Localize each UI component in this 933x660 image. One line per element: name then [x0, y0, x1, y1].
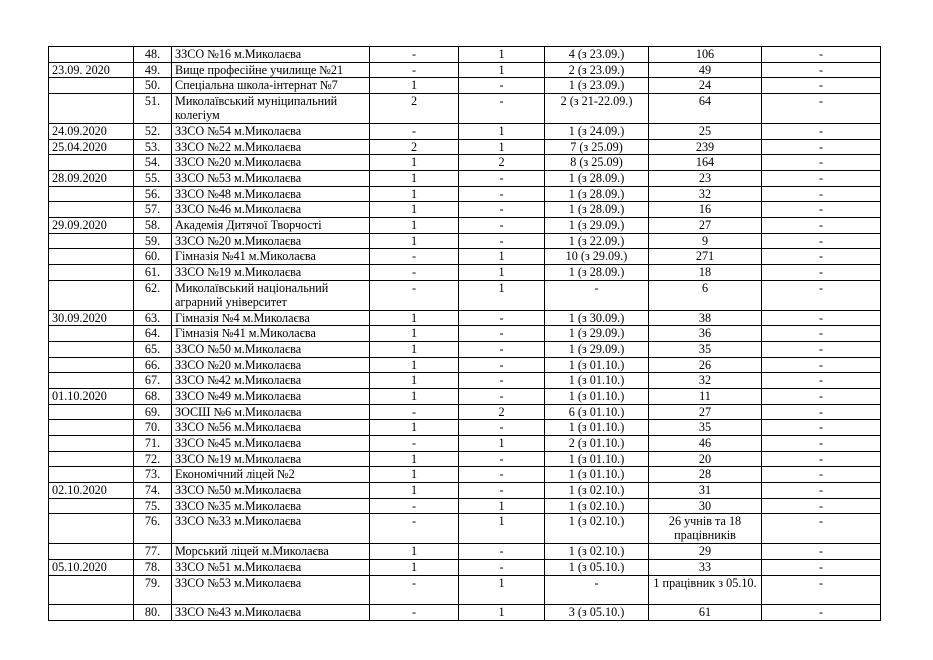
- table-row: [49, 559, 881, 575]
- value-cell: -: [459, 217, 545, 233]
- value-cell: -: [762, 47, 881, 63]
- value-cell: 1: [370, 233, 459, 249]
- table-row: [49, 280, 881, 310]
- value-cell: -: [762, 62, 881, 78]
- table-row: [49, 217, 881, 233]
- row-number-cell: 80.: [134, 605, 172, 621]
- value-cell: 1: [370, 202, 459, 218]
- institution-name-cell: ЗЗСО №45 м.Миколаєва: [172, 436, 370, 452]
- value-cell: -: [370, 123, 459, 139]
- table-row: [49, 233, 881, 249]
- table-row: [49, 265, 881, 281]
- value-cell: -: [762, 420, 881, 436]
- value-cell: 1: [370, 559, 459, 575]
- table-row: [49, 139, 881, 155]
- institution-name-cell: ЗЗСО №53 м.Миколаєва: [172, 575, 370, 605]
- value-cell: 1: [370, 357, 459, 373]
- count-date-cell: 2 (з 01.10.): [545, 436, 649, 452]
- table-row: [49, 78, 881, 94]
- value-cell: -: [370, 62, 459, 78]
- value-cell: -: [762, 78, 881, 94]
- value-cell: 2: [370, 94, 459, 124]
- institution-name-cell: ЗЗСО №54 м.Миколаєва: [172, 123, 370, 139]
- date-cell: [49, 436, 134, 452]
- institution-name-cell: Академія Дитячої Творчості: [172, 217, 370, 233]
- value-cell: -: [459, 310, 545, 326]
- value-cell: 1: [370, 186, 459, 202]
- date-cell: 25.04.2020: [49, 139, 134, 155]
- count-date-cell: 7 (з 25.09): [545, 139, 649, 155]
- value-cell: 1: [370, 388, 459, 404]
- count-date-cell: 4 (з 23.09.): [545, 47, 649, 63]
- institution-name-cell: Гімназія №41 м.Миколаєва: [172, 249, 370, 265]
- value-cell: -: [459, 388, 545, 404]
- total-cell: 26 учнів та 18 працівників: [649, 514, 762, 544]
- row-number-cell: 59.: [134, 233, 172, 249]
- row-number-cell: 52.: [134, 123, 172, 139]
- value-cell: -: [762, 436, 881, 452]
- row-number-cell: 50.: [134, 78, 172, 94]
- value-cell: 1: [370, 373, 459, 389]
- value-cell: -: [459, 420, 545, 436]
- value-cell: -: [370, 514, 459, 544]
- value-cell: -: [762, 341, 881, 357]
- total-cell: 20: [649, 451, 762, 467]
- institution-name-cell: ЗЗСО №46 м.Миколаєва: [172, 202, 370, 218]
- table-row: [49, 388, 881, 404]
- institution-name-cell: ЗЗСО №43 м.Миколаєва: [172, 605, 370, 621]
- row-number-cell: 72.: [134, 451, 172, 467]
- institution-name-cell: ЗЗСО №20 м.Миколаєва: [172, 357, 370, 373]
- row-number-cell: 74.: [134, 483, 172, 499]
- table-body: [49, 47, 881, 621]
- value-cell: -: [370, 265, 459, 281]
- value-cell: -: [762, 280, 881, 310]
- date-cell: 24.09.2020: [49, 123, 134, 139]
- value-cell: 1: [370, 78, 459, 94]
- total-cell: 6: [649, 280, 762, 310]
- date-cell: 23.09. 2020: [49, 62, 134, 78]
- institution-name-cell: ЗЗСО №20 м.Миколаєва: [172, 233, 370, 249]
- table-row: [49, 94, 881, 124]
- count-date-cell: 1 (з 30.09.): [545, 310, 649, 326]
- value-cell: 1: [370, 483, 459, 499]
- table-row: [49, 467, 881, 483]
- value-cell: -: [762, 373, 881, 389]
- date-cell: [49, 249, 134, 265]
- value-cell: -: [459, 451, 545, 467]
- total-cell: 23: [649, 170, 762, 186]
- value-cell: 1: [459, 62, 545, 78]
- value-cell: 1: [370, 544, 459, 560]
- count-date-cell: 1 (з 01.10.): [545, 467, 649, 483]
- total-cell: 27: [649, 404, 762, 420]
- total-cell: 11: [649, 388, 762, 404]
- date-cell: [49, 186, 134, 202]
- institution-name-cell: ЗЗСО №53 м.Миколаєва: [172, 170, 370, 186]
- value-cell: 1: [459, 575, 545, 605]
- value-cell: 1: [370, 310, 459, 326]
- date-cell: [49, 605, 134, 621]
- row-number-cell: 66.: [134, 357, 172, 373]
- total-cell: 38: [649, 310, 762, 326]
- value-cell: -: [370, 436, 459, 452]
- institution-name-cell: ЗЗСО №50 м.Миколаєва: [172, 341, 370, 357]
- table-row: [49, 123, 881, 139]
- institution-name-cell: Гімназія №4 м.Миколаєва: [172, 310, 370, 326]
- institution-name-cell: ЗЗСО №33 м.Миколаєва: [172, 514, 370, 544]
- total-cell: 31: [649, 483, 762, 499]
- row-number-cell: 49.: [134, 62, 172, 78]
- value-cell: -: [762, 265, 881, 281]
- total-cell: 106: [649, 47, 762, 63]
- value-cell: -: [459, 233, 545, 249]
- row-number-cell: 79.: [134, 575, 172, 605]
- date-cell: 28.09.2020: [49, 170, 134, 186]
- count-date-cell: 1 (з 24.09.): [545, 123, 649, 139]
- value-cell: -: [762, 249, 881, 265]
- value-cell: -: [370, 575, 459, 605]
- institution-name-cell: Миколаївський національний аграрний університет: [172, 280, 370, 310]
- date-cell: [49, 373, 134, 389]
- total-cell: 49: [649, 62, 762, 78]
- value-cell: -: [762, 575, 881, 605]
- value-cell: -: [762, 139, 881, 155]
- row-number-cell: 75.: [134, 498, 172, 514]
- value-cell: -: [762, 388, 881, 404]
- total-cell: 16: [649, 202, 762, 218]
- total-cell: 30: [649, 498, 762, 514]
- table-row: [49, 341, 881, 357]
- table-row: [49, 575, 881, 605]
- value-cell: -: [762, 155, 881, 171]
- table-row: [49, 326, 881, 342]
- institution-name-cell: Гімназія №41 м.Миколаєва: [172, 326, 370, 342]
- table-row: [49, 404, 881, 420]
- row-number-cell: 60.: [134, 249, 172, 265]
- date-cell: 30.09.2020: [49, 310, 134, 326]
- date-cell: [49, 202, 134, 218]
- institution-name-cell: ЗОСШ №6 м.Миколаєва: [172, 404, 370, 420]
- row-number-cell: 48.: [134, 47, 172, 63]
- row-number-cell: 57.: [134, 202, 172, 218]
- count-date-cell: 6 (з 01.10.): [545, 404, 649, 420]
- date-cell: [49, 514, 134, 544]
- count-date-cell: 1 (з 02.10.): [545, 483, 649, 499]
- value-cell: -: [459, 559, 545, 575]
- institution-name-cell: ЗЗСО №49 м.Миколаєва: [172, 388, 370, 404]
- value-cell: -: [762, 357, 881, 373]
- value-cell: -: [370, 404, 459, 420]
- institution-name-cell: ЗЗСО №48 м.Миколаєва: [172, 186, 370, 202]
- table-row: [49, 310, 881, 326]
- total-cell: 61: [649, 605, 762, 621]
- table-row: [49, 155, 881, 171]
- value-cell: -: [762, 202, 881, 218]
- quarantine-table: [48, 46, 881, 621]
- row-number-cell: 73.: [134, 467, 172, 483]
- date-cell: [49, 233, 134, 249]
- value-cell: -: [762, 451, 881, 467]
- value-cell: -: [459, 326, 545, 342]
- row-number-cell: 53.: [134, 139, 172, 155]
- value-cell: 2: [459, 155, 545, 171]
- institution-name-cell: ЗЗСО №22 м.Миколаєва: [172, 139, 370, 155]
- value-cell: 2: [370, 139, 459, 155]
- date-cell: 29.09.2020: [49, 217, 134, 233]
- value-cell: -: [762, 483, 881, 499]
- date-cell: [49, 341, 134, 357]
- value-cell: -: [459, 373, 545, 389]
- total-cell: 239: [649, 139, 762, 155]
- value-cell: 1: [459, 436, 545, 452]
- table-row: [49, 498, 881, 514]
- table-row: [49, 373, 881, 389]
- value-cell: 1: [459, 123, 545, 139]
- total-cell: 46: [649, 436, 762, 452]
- value-cell: -: [459, 467, 545, 483]
- total-cell: 24: [649, 78, 762, 94]
- table-row: [49, 62, 881, 78]
- total-cell: 26: [649, 357, 762, 373]
- total-cell: 164: [649, 155, 762, 171]
- row-number-cell: 76.: [134, 514, 172, 544]
- value-cell: -: [762, 605, 881, 621]
- row-number-cell: 68.: [134, 388, 172, 404]
- table-row: [49, 202, 881, 218]
- total-cell: 36: [649, 326, 762, 342]
- row-number-cell: 64.: [134, 326, 172, 342]
- count-date-cell: 1 (з 05.10.): [545, 559, 649, 575]
- date-cell: [49, 544, 134, 560]
- total-cell: 18: [649, 265, 762, 281]
- date-cell: 02.10.2020: [49, 483, 134, 499]
- value-cell: 1: [370, 467, 459, 483]
- value-cell: -: [459, 544, 545, 560]
- institution-name-cell: Спеціальна школа-інтернат №7: [172, 78, 370, 94]
- table-row: [49, 249, 881, 265]
- row-number-cell: 78.: [134, 559, 172, 575]
- institution-name-cell: ЗЗСО №19 м.Миколаєва: [172, 265, 370, 281]
- institution-name-cell: ЗЗСО №51 м.Миколаєва: [172, 559, 370, 575]
- count-date-cell: 1 (з 29.09.): [545, 217, 649, 233]
- total-cell: 64: [649, 94, 762, 124]
- row-number-cell: 58.: [134, 217, 172, 233]
- date-cell: 01.10.2020: [49, 388, 134, 404]
- row-number-cell: 55.: [134, 170, 172, 186]
- institution-name-cell: ЗЗСО №16 м.Миколаєва: [172, 47, 370, 63]
- value-cell: -: [459, 94, 545, 124]
- institution-name-cell: ЗЗСО №20 м.Миколаєва: [172, 155, 370, 171]
- total-cell: 29: [649, 544, 762, 560]
- count-date-cell: 1 (з 23.09.): [545, 78, 649, 94]
- date-cell: [49, 78, 134, 94]
- value-cell: 1: [370, 451, 459, 467]
- institution-name-cell: ЗЗСО №19 м.Миколаєва: [172, 451, 370, 467]
- table-row: [49, 47, 881, 63]
- count-date-cell: 8 (з 25.09): [545, 155, 649, 171]
- table-row: [49, 483, 881, 499]
- row-number-cell: 63.: [134, 310, 172, 326]
- count-date-cell: 1 (з 01.10.): [545, 357, 649, 373]
- value-cell: 1: [459, 265, 545, 281]
- value-cell: -: [762, 326, 881, 342]
- table-row: [49, 186, 881, 202]
- value-cell: -: [459, 357, 545, 373]
- count-date-cell: 1 (з 01.10.): [545, 420, 649, 436]
- date-cell: [49, 94, 134, 124]
- total-cell: 9: [649, 233, 762, 249]
- total-cell: 35: [649, 341, 762, 357]
- date-cell: [49, 575, 134, 605]
- date-cell: [49, 155, 134, 171]
- value-cell: -: [762, 310, 881, 326]
- value-cell: 1: [459, 47, 545, 63]
- count-date-cell: -: [545, 280, 649, 310]
- value-cell: -: [762, 514, 881, 544]
- value-cell: -: [370, 498, 459, 514]
- table-row: [49, 544, 881, 560]
- count-date-cell: 1 (з 28.09.): [545, 186, 649, 202]
- count-date-cell: 3 (з 05.10.): [545, 605, 649, 621]
- total-cell: 33: [649, 559, 762, 575]
- total-cell: 28: [649, 467, 762, 483]
- value-cell: -: [370, 47, 459, 63]
- total-cell: 27: [649, 217, 762, 233]
- value-cell: 1: [459, 514, 545, 544]
- date-cell: [49, 467, 134, 483]
- row-number-cell: 61.: [134, 265, 172, 281]
- row-number-cell: 70.: [134, 420, 172, 436]
- value-cell: 1: [370, 341, 459, 357]
- date-cell: [49, 498, 134, 514]
- value-cell: -: [762, 233, 881, 249]
- institution-name-cell: ЗЗСО №56 м.Миколаєва: [172, 420, 370, 436]
- table-row: [49, 514, 881, 544]
- total-cell: 271: [649, 249, 762, 265]
- value-cell: -: [762, 94, 881, 124]
- value-cell: 1: [459, 249, 545, 265]
- total-cell: 32: [649, 186, 762, 202]
- date-cell: [49, 420, 134, 436]
- table-row: [49, 170, 881, 186]
- row-number-cell: 77.: [134, 544, 172, 560]
- date-cell: [49, 265, 134, 281]
- value-cell: -: [762, 186, 881, 202]
- value-cell: -: [459, 78, 545, 94]
- table-row: [49, 436, 881, 452]
- table-row: [49, 605, 881, 621]
- count-date-cell: 1 (з 28.09.): [545, 265, 649, 281]
- value-cell: -: [762, 217, 881, 233]
- count-date-cell: -: [545, 575, 649, 605]
- row-number-cell: 54.: [134, 155, 172, 171]
- date-cell: [49, 404, 134, 420]
- value-cell: 1: [459, 280, 545, 310]
- value-cell: -: [459, 341, 545, 357]
- count-date-cell: 1 (з 02.10.): [545, 544, 649, 560]
- date-cell: 05.10.2020: [49, 559, 134, 575]
- value-cell: 1: [370, 170, 459, 186]
- row-number-cell: 51.: [134, 94, 172, 124]
- row-number-cell: 65.: [134, 341, 172, 357]
- row-number-cell: 62.: [134, 280, 172, 310]
- count-date-cell: 1 (з 28.09.): [545, 170, 649, 186]
- value-cell: -: [762, 498, 881, 514]
- institution-name-cell: Економічний ліцей №2: [172, 467, 370, 483]
- count-date-cell: 1 (з 29.09.): [545, 341, 649, 357]
- count-date-cell: 1 (з 01.10.): [545, 451, 649, 467]
- total-cell: 32: [649, 373, 762, 389]
- institution-name-cell: Морський ліцей м.Миколаєва: [172, 544, 370, 560]
- total-cell: 25: [649, 123, 762, 139]
- total-cell: 1 працівник з 05.10.: [649, 575, 762, 605]
- value-cell: -: [762, 467, 881, 483]
- institution-name-cell: ЗЗСО №42 м.Миколаєва: [172, 373, 370, 389]
- value-cell: -: [370, 249, 459, 265]
- count-date-cell: 2 (з 23.09.): [545, 62, 649, 78]
- value-cell: 2: [459, 404, 545, 420]
- date-cell: [49, 47, 134, 63]
- value-cell: 1: [459, 605, 545, 621]
- date-cell: [49, 357, 134, 373]
- table-row: [49, 420, 881, 436]
- value-cell: -: [762, 559, 881, 575]
- value-cell: 1: [370, 420, 459, 436]
- table-row: [49, 357, 881, 373]
- count-date-cell: 1 (з 01.10.): [545, 388, 649, 404]
- count-date-cell: 1 (з 02.10.): [545, 514, 649, 544]
- date-cell: [49, 451, 134, 467]
- count-date-cell: 2 (з 21-22.09.): [545, 94, 649, 124]
- count-date-cell: 10 (з 29.09.): [545, 249, 649, 265]
- count-date-cell: 1 (з 28.09.): [545, 202, 649, 218]
- institution-name-cell: Вище професійне училище №21: [172, 62, 370, 78]
- institution-name-cell: ЗЗСО №35 м.Миколаєва: [172, 498, 370, 514]
- value-cell: -: [762, 123, 881, 139]
- value-cell: -: [762, 404, 881, 420]
- value-cell: 1: [370, 326, 459, 342]
- row-number-cell: 71.: [134, 436, 172, 452]
- value-cell: 1: [370, 155, 459, 171]
- date-cell: [49, 280, 134, 310]
- row-number-cell: 69.: [134, 404, 172, 420]
- value-cell: 1: [459, 498, 545, 514]
- value-cell: 1: [370, 217, 459, 233]
- value-cell: -: [370, 280, 459, 310]
- table-row: [49, 451, 881, 467]
- institution-name-cell: ЗЗСО №50 м.Миколаєва: [172, 483, 370, 499]
- total-cell: 35: [649, 420, 762, 436]
- institution-name-cell: Миколаївський муніципальний колегіум: [172, 94, 370, 124]
- value-cell: 1: [459, 139, 545, 155]
- value-cell: -: [459, 170, 545, 186]
- value-cell: -: [459, 202, 545, 218]
- value-cell: -: [459, 483, 545, 499]
- value-cell: -: [370, 605, 459, 621]
- count-date-cell: 1 (з 29.09.): [545, 326, 649, 342]
- value-cell: -: [459, 186, 545, 202]
- row-number-cell: 56.: [134, 186, 172, 202]
- row-number-cell: 67.: [134, 373, 172, 389]
- count-date-cell: 1 (з 02.10.): [545, 498, 649, 514]
- count-date-cell: 1 (з 22.09.): [545, 233, 649, 249]
- value-cell: -: [762, 170, 881, 186]
- value-cell: -: [762, 544, 881, 560]
- count-date-cell: 1 (з 01.10.): [545, 373, 649, 389]
- date-cell: [49, 326, 134, 342]
